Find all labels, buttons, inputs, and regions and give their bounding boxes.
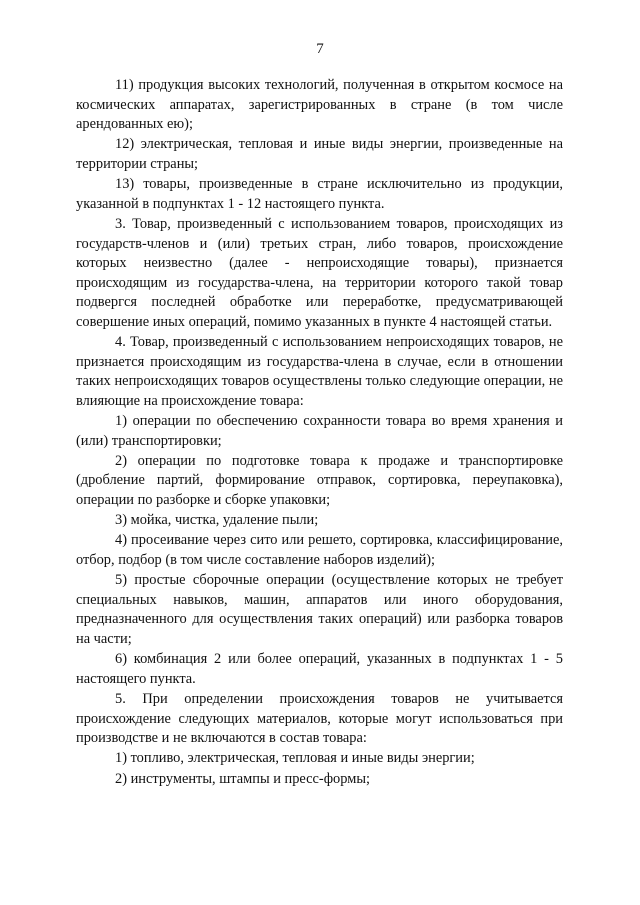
page-number: 7 bbox=[316, 41, 324, 57]
paragraph-clause-4: 4. Товар, произведенный с использованием непроисходящих товаров, не признается происходящим из государства-члена в случае, если в отношении таких непроисходящих товаров осуществлены только следующие операции, не влияющие на происхождение товара: bbox=[76, 334, 563, 409]
paragraph-operation-3: 3) мойка, чистка, удаление пыли; bbox=[115, 512, 319, 529]
paragraph-operation-1: 1) операции по обеспечению сохранности товара во время хранения и (или) транспортировки; bbox=[76, 413, 563, 449]
paragraph-material-1: 1) топливо, электрическая, тепловая и иные виды энергии; bbox=[115, 750, 475, 767]
paragraph-item-13: 13) товары, произведенные в стране исключительно из продукции, указанной в подпунктах 1 - 12 настоящего пункта. bbox=[76, 176, 563, 212]
paragraph-item-12: 12) электрическая, тепловая и иные виды энергии, произведенные на территории страны; bbox=[76, 136, 563, 172]
paragraph-operation-5: 5) простые сборочные операции (осуществление которых не требует специальных навыков, машин, аппаратов или иного оборудования, предназначенного для осуществления таких операций) или разборка товаров на части; bbox=[76, 572, 563, 647]
paragraph-material-2: 2) инструменты, штампы и пресс-формы; bbox=[115, 770, 370, 787]
paragraph-operation-2: 2) операции по подготовке товара к продаже и транспортировке (дробление партий, формирование отправок, сортировка, переупаковка), операции по разборке и сборке упаковки; bbox=[76, 452, 563, 509]
paragraph-operation-4: 4) просеивание через сито или решето, сортировка, классифицирование, отбор, подбор (в том числе составление наборов изделий); bbox=[76, 532, 563, 568]
document-body bbox=[76, 76, 563, 790]
paragraph-operation-6: 6) комбинация 2 или более операций, указанных в подпунктах 1 - 5 настоящего пункта. bbox=[76, 651, 563, 687]
paragraph-item-11: 11) продукция высоких технологий, полученная в открытом космосе на космических аппаратах, зарегистрированных в стране (в том числе арендованных ею); bbox=[76, 77, 563, 133]
paragraph-clause-3: 3. Товар, произведенный с использованием товаров, происходящих из государств-членов и (или) третьих стран, либо товаров, происхождение которых неизвестно (далее - непроисходящие товары), признается происходящим из государства-члена, на территории которого такой товар подвергся последней обработке или переработке, предусматривающей совершение иных операций, помимо указанных в пункте 4 настоящей статьи. bbox=[76, 215, 563, 330]
paragraph-clause-5: 5. При определении происхождения товаров не учитывается происхождение следующих материалов, которые могут использоваться при производстве и не включаются в состав товара: bbox=[76, 690, 563, 747]
